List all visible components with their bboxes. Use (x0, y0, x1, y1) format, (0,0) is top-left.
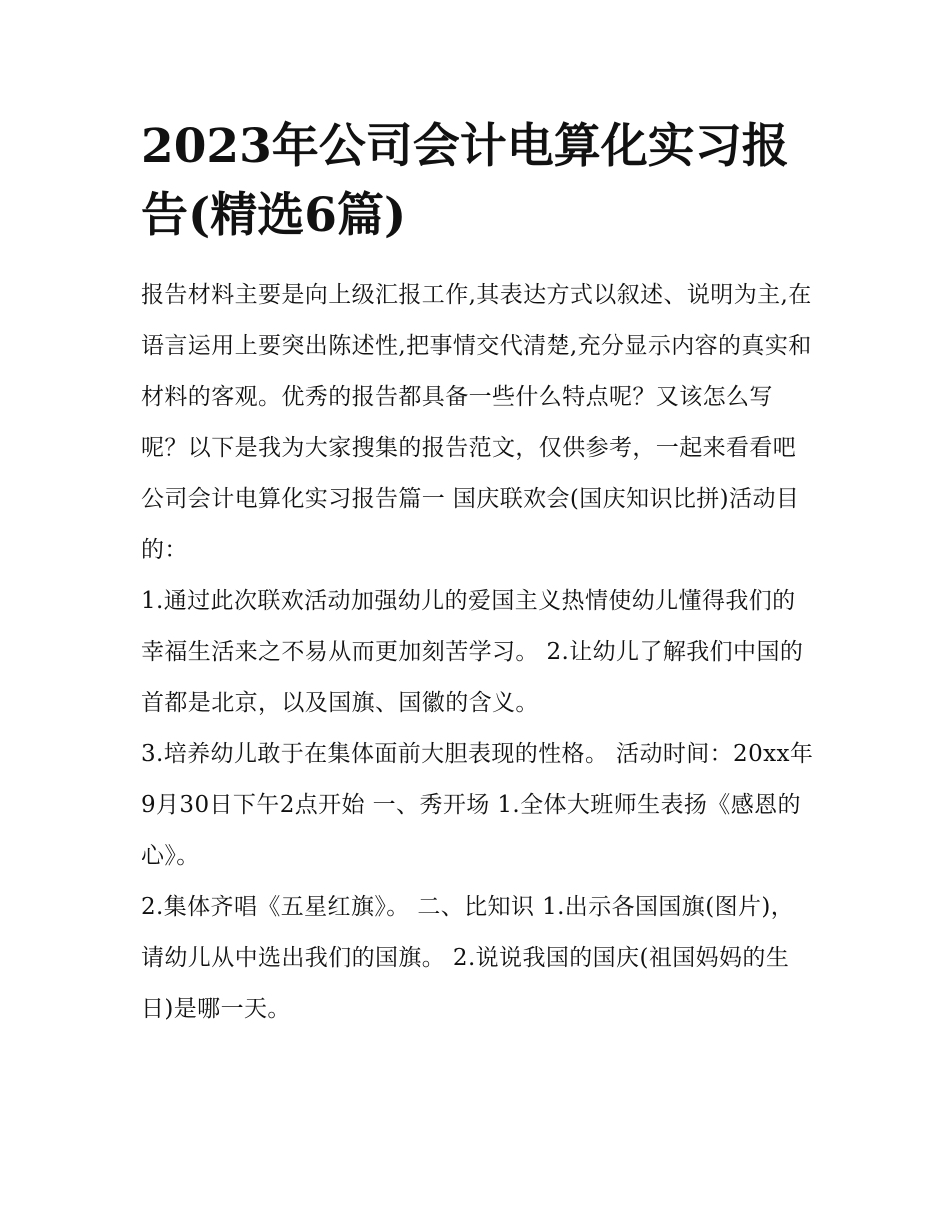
section-heading-paragraph: 公司会计电算化实习报告篇一 国庆联欢会(国庆知识比拼)活动目的： (141, 486, 800, 563)
document-body (141, 112, 816, 1035)
body-paragraph: 2.集体齐唱《五星红旗》。 二、比知识 1.出示各国国旗(图片)，请幼儿从中选出我们的国旗。 2.说说我国的国庆(祖国妈妈的生日)是哪一天。 (141, 894, 795, 1022)
intro-paragraph: 报告材料主要是向上级汇报工作,其表达方式以叙述、说明为主,在语言运用上要突出陈述性,把事情交代清楚,充分显示内容的真实和材料的客观。优秀的报告都具备一些什么特点呢？又该怎么写呢？以下是我为大家搜集的报告范文，仅供参考，一起来看看吧 (141, 282, 812, 461)
body-paragraph: 3.培养幼儿敢于在集体面前大胆表现的性格。 活动时间：20xx年9月30日下午2点开始 一、秀开场 1.全体大班师生表扬《感恩的心》。 (141, 741, 814, 869)
body-paragraph: 1.通过此次联欢活动加强幼儿的爱国主义热情使幼儿懂得我们的幸福生活来之不易从而更加刻苦学习。 2.让幼儿了解我们中国的首都是北京，以及国旗、国徽的含义。 (141, 588, 804, 716)
document-title: 2023年公司会计电算化实习报告(精选6篇) (141, 119, 789, 243)
